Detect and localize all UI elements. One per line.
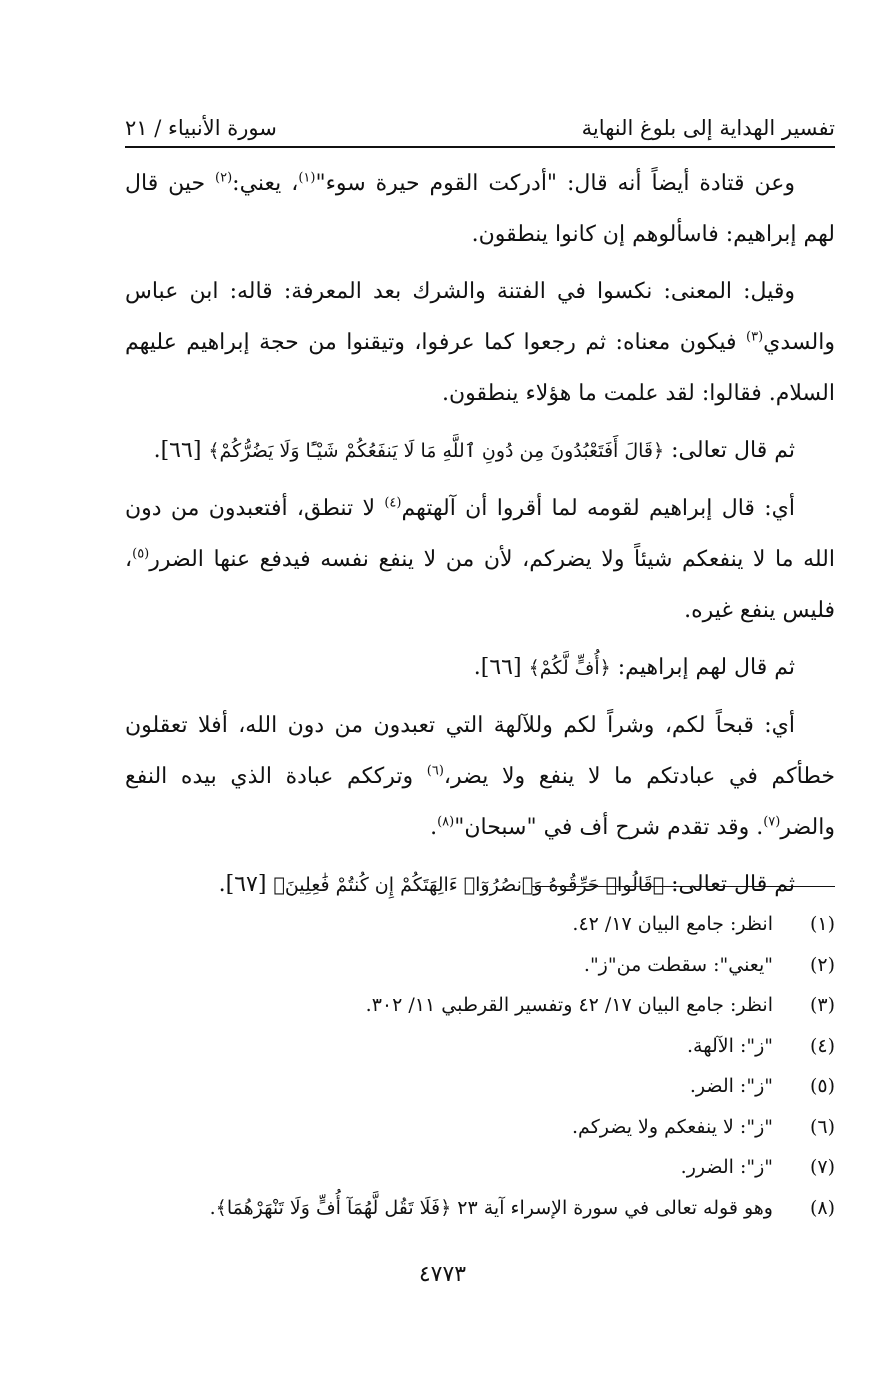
paragraph-text: وعن قتادة أيضاً أنه قال: "أدركت القوم حيرة سوء" — [315, 171, 795, 196]
footnote-item — [125, 1026, 835, 1067]
paragraph-text: ، فليس ينفع غيره. — [125, 547, 835, 623]
quran-verse: ﴿أُفٍّ لَّكُمْ﴾ — [528, 657, 611, 679]
surah-page-label: سورة الأنبياء / ٢١ — [125, 116, 277, 140]
footnotes-list — [125, 904, 835, 1228]
paragraph — [125, 700, 835, 853]
page-number: ٤٧٧٣ — [418, 1262, 467, 1287]
footnote-text: "يعني": سقطت من"ز". — [583, 953, 773, 976]
footnote-number: (٧) — [809, 1156, 835, 1178]
footnote-number: (٣) — [809, 994, 835, 1016]
footnote-reference: (٨) — [437, 814, 455, 830]
footnote-number: (٥) — [809, 1075, 835, 1097]
footnote-reference: (٤) — [384, 495, 402, 511]
paragraph-text: . — [430, 815, 438, 840]
footnote-text: وهو قوله تعالى في سورة الإسراء آية ٢٣ ﴿فَلَا تَقُل لَّهُمَآ أُفٍّ وَلَا تَنْهَرْهُمَا﴾. — [209, 1196, 773, 1219]
running-header — [125, 100, 835, 140]
footnote-text: انظر: جامع البيان ١٧/ ٤٢. — [572, 913, 773, 935]
footnote-item — [125, 1147, 835, 1188]
book-title: تفسير الهداية إلى بلوغ النهاية — [581, 116, 835, 140]
paragraph-text: [٦٦]. — [153, 438, 209, 463]
paragraph-text: ثم قال تعالى: — [664, 872, 795, 897]
footnote-reference: (٢) — [215, 170, 233, 186]
footnote-reference: (١) — [298, 170, 316, 186]
footnote-item — [125, 985, 835, 1026]
footnote-reference: (٣) — [746, 329, 764, 345]
paragraph-text: . وقد تقدم شرح أف في "سبحان" — [454, 815, 764, 840]
paragraph — [125, 266, 835, 419]
paragraph-text: فيكون معناه: ثم رجعوا كما عرفوا، وتيقنوا من حجة إبراهيم عليهم السلام. فقالوا: لقد علمت ما هؤلاء ينطقون. — [125, 330, 835, 406]
paragraph — [125, 425, 835, 477]
paragraph-text: لا تنطق، أفتعبدون من دون الله ما لا ينفعكم شيئاً ولا يضركم، لأن من لا ينفع نفسه فيدفع عنها الضرر — [125, 496, 835, 572]
footnote-item — [125, 904, 835, 945]
header-rule — [125, 146, 835, 148]
footnote-reference: (٥) — [132, 546, 150, 562]
footnote-item — [125, 1066, 835, 1107]
paragraph-text: وقيل: المعنى: نكسوا في الفتنة والشرك بعد المعرفة: قاله: ابن عباس والسدي — [125, 279, 835, 355]
footnote-item — [125, 1107, 835, 1148]
paragraph — [125, 483, 835, 636]
main-text — [125, 158, 835, 911]
paragraph-text: [٦٧]. — [218, 872, 274, 897]
quran-verse: ﴿قَالَ أَفَتَعْبُدُونَ مِن دُونِ ٱللَّهِ مَا لَا يَنفَعُكُمْ شَيْـًٔا وَلَا يَضُرُّكُمْ﴾ — [208, 440, 665, 462]
paragraph-text: أي: قال إبراهيم لقومه لما أقروا أن آلهتهم — [401, 496, 795, 521]
footnote-text: "ز": لا ينفعكم ولا يضركم. — [572, 1115, 773, 1138]
paragraph-text: ثم قال لهم إبراهيم: — [610, 655, 795, 680]
footnote-reference: (٧) — [763, 814, 781, 830]
paragraph-text: وترككم عبادة الذي بيده النفع والضر — [125, 764, 835, 840]
paragraph — [125, 642, 835, 694]
footnote-reference: (٦) — [426, 763, 444, 779]
footnote-text: "ز": الضرر. — [680, 1156, 773, 1178]
paragraph-text: ثم قال تعالى: — [664, 438, 795, 463]
paragraph-text: [٦٦]. — [473, 655, 529, 680]
footnote-number: (٤) — [809, 1034, 835, 1057]
paragraph — [125, 158, 835, 260]
footnote-item — [125, 945, 835, 986]
footnote-separator — [532, 886, 835, 887]
quran-verse: ﴿قَالُوا۟ حَرِّقُوهُ وَٱنصُرُوٓا۟ ءَالِهَتَكُمْ إِن كُنتُمْ فَٰعِلِينَ﴾ — [273, 874, 665, 896]
footnote-number: (٦) — [809, 1115, 835, 1138]
footnote-text: "ز": الضر. — [689, 1075, 773, 1097]
footnote-item — [125, 1188, 835, 1229]
paragraph-text: أي: قبحاً لكم، وشراً لكم وللآلهة التي تعبدون من دون الله، أفلا تعقلون خطأكم في عبادتكم ما لا ينفع ولا يضر، — [125, 713, 835, 789]
footnote-number: (١) — [809, 913, 835, 935]
paragraph-text: ، يعني: — [232, 171, 299, 196]
paragraph-text: حين قال لهم إبراهيم: فاسألوهم إن كانوا ينطقون. — [125, 171, 835, 247]
footnote-text: انظر: جامع البيان ١٧/ ٤٢ وتفسير القرطبي ١١/ ٣٠٢. — [365, 994, 773, 1016]
footnote-text: "ز": الآلهة. — [687, 1034, 773, 1057]
footnote-number: (٨) — [809, 1196, 835, 1219]
footnote-number: (٢) — [809, 953, 835, 976]
